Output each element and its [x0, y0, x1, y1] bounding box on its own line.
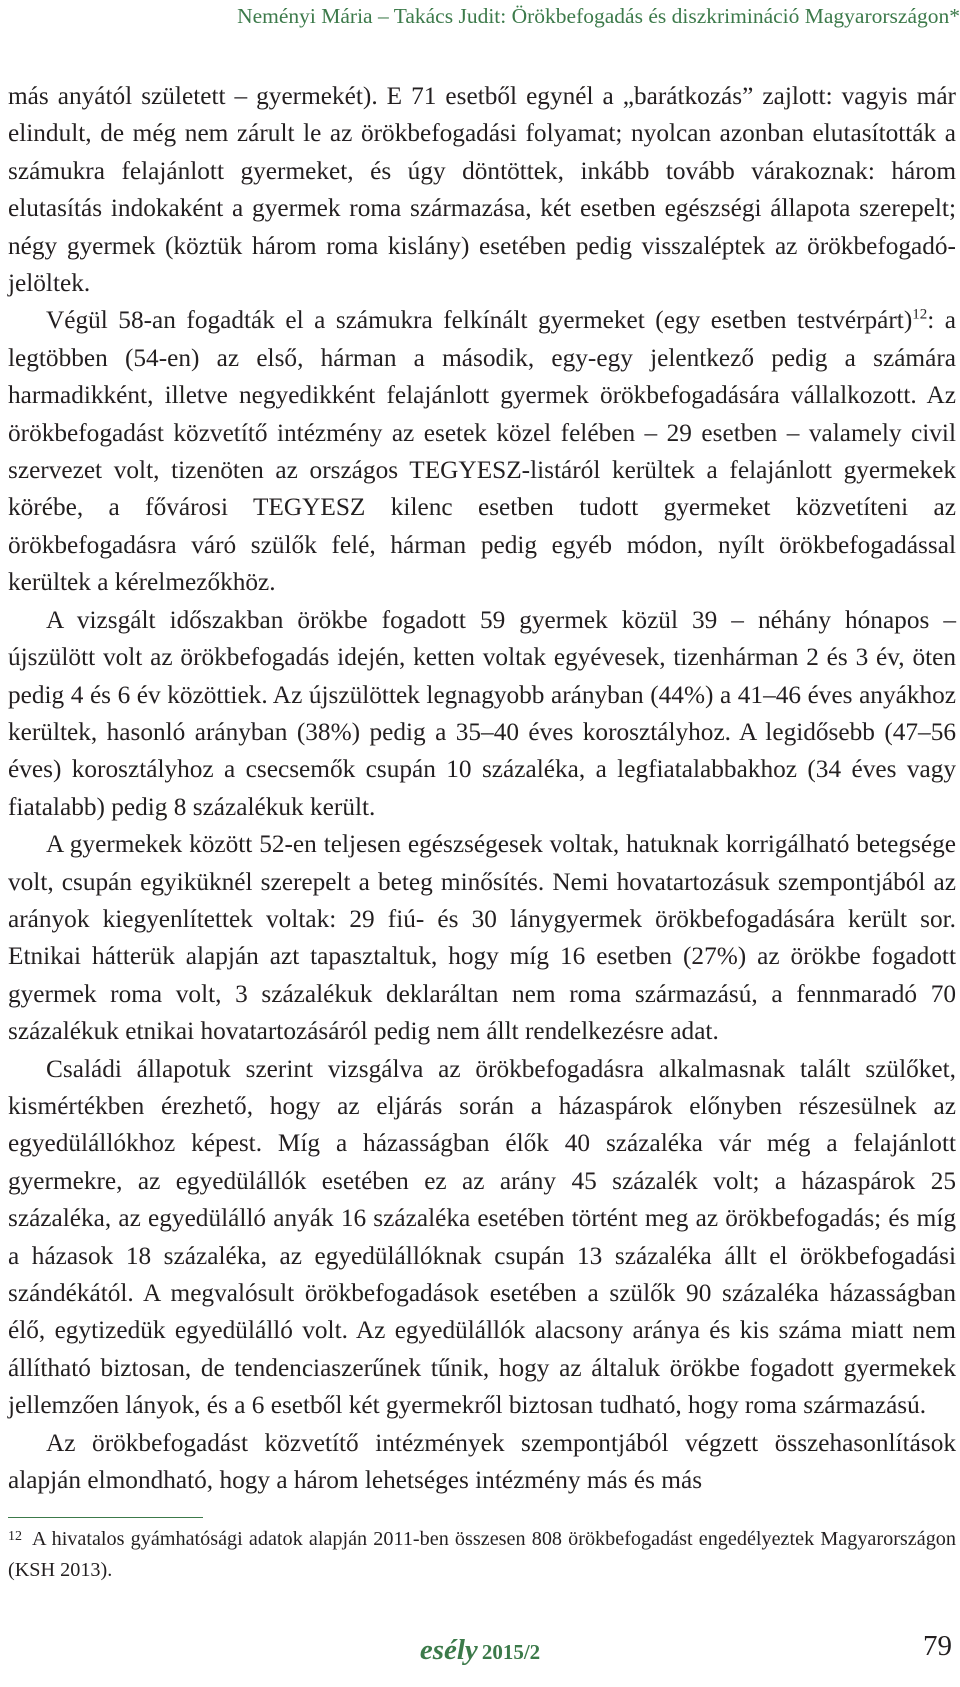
paragraph-text: : a legtöbben (54-en) az első, hárman a második, egy-egy jelentkező pedig a számára harmadikként, illetve negyedikként felajánlott gyermek örökbefogadására vállalkozott. Az örökbefogadást közvetítő intézmény az esetek közel felében – 29 esetben – valamely civil szervezet volt, tizenöten az országos TEGYESZ-listáról kerültek a felajánlott gyermekek körébe, a fővárosi TEGYESZ kilenc esetben tudott gyermeket közvetíteni az örökbefogadásra váró szülők felé, hárman pedig egyéb módon, nyílt örökbefogadással kerültek a kérelmezőkhöz. [8, 306, 956, 597]
footnote-reference[interactable]: 12 [912, 307, 928, 324]
journal-footer [0, 1634, 960, 1667]
paragraph: Családi állapotuk szerint vizsgálva az örökbefogadásra alkalmasnak talált szülőket, kismértékben érezhető, hogy az eljárás során a házaspárok előnyben részesülnek az egyedülállókhoz képest. Míg a házasságban élők 40 százaléka vár még a felajánlott gyermekre, az egyedülállók esetében ez az arány 45 százalék volt; a házaspárok 25 százaléka, az egyedülálló anyák 16 százaléka esetében történt meg az örökbefogadás; és míg a házasok 18 százaléka, az egyedülállóknak csupán 13 százaléka állt el örökbefogadási szándékától. A megvalósult örökbefogadások esetében a szülők 90 százaléka házasságban élő, egytizedük egyedülálló volt. Az egyedülállók alacsony aránya és kis száma miatt nem állítható biztosan, de tendenciaszerűnek tűnik, hogy az általuk örökbe fogadott gyermekek jellemzően lányok, és a 6 esetből két gyermekről biztosan tudható, hogy roma származású. [8, 1054, 956, 1420]
paragraph: A vizsgált időszakban örökbe fogadott 59 gyermek közül 39 – néhány hónapos – újszülött volt az örökbefogadás idején, ketten voltak egyévesek, tizenhárman 2 és 3 év, öten pedig 4 és 6 év közöttiek. Az újszülöttek legnagyobb arányban (44%) a 41–46 éves anyákhoz kerültek, hasonló arányban (38%) pedig a 35–40 éves korosztályhoz. A legidősebb (47–56 éves) korosztályhoz a csecsemők csupán 10 százaléka, a legfiatalabbakhoz (34 éves vagy fiatalabb) pedig 8 százalékuk került. [8, 605, 956, 821]
article-body [8, 78, 956, 1499]
footnote-text: A hivatalos gyámhatósági adatok alapján 2011-ben összesen 808 örökbefogadást engedélyeztek Magyarországon (KSH 2013). [8, 1528, 956, 1581]
footnote-divider [8, 1517, 203, 1518]
footnote [8, 1524, 956, 1586]
paragraph [8, 302, 956, 601]
paragraph: Az örökbefogadást közvetítő intézmények szempontjából végzett összehasonlítások alapján elmondható, hogy a három lehetséges intézmény más és más [8, 1428, 956, 1495]
page-number: 79 [923, 1630, 952, 1662]
paragraph-text: Végül 58-an fogadták el a számukra felkínált gyermeket (egy esetben testvérpárt) [46, 306, 913, 335]
journal-issue: 2015/2 [481, 1640, 541, 1664]
journal-name: esély [419, 1634, 478, 1666]
paragraph: A gyermekek között 52-en teljesen egészségesek voltak, hatuknak korrigálható betegsége volt, csupán egyiküknél szerepelt a beteg minősítés. Nemi hovatartozásuk szempontjából az arányok kiegyenlítettek voltak: 29 fiú- és 30 lánygyermek örökbefogadására került sor. Etnikai hátterük alapján azt tapasztaltuk, hogy míg 16 esetben (27%) az örökbe fogadott gyermek roma volt, 3 százalékuk deklaráltan nem roma származású, a fennmaradó 70 százalékuk etnikai hovatartozásáról pedig nem állt rendelkezésre adat. [8, 830, 956, 1046]
footnote-number: 12 [8, 1529, 22, 1544]
paragraph: más anyától született – gyermekét). E 71 esetből egynél a „barátkozás” zajlott: vagyis már elindult, de még nem zárult le az örökbefogadási folyamat; nyolcan azonban elutasították a számukra felajánlott gyermeket, és úgy döntöttek, inkább tovább várakoznak: három elutasítás indokaként a gyermek roma származása, két esetben egészségi állapota szerepelt; négy gyermek (köztük három roma kislány) esetében pedig visszaléptek az örökbefogadó-jelöltek. [8, 82, 956, 298]
running-header: Neményi Mária – Takács Judit: Örökbefogadás és diszkrimináció Magyarországon* [237, 4, 960, 28]
